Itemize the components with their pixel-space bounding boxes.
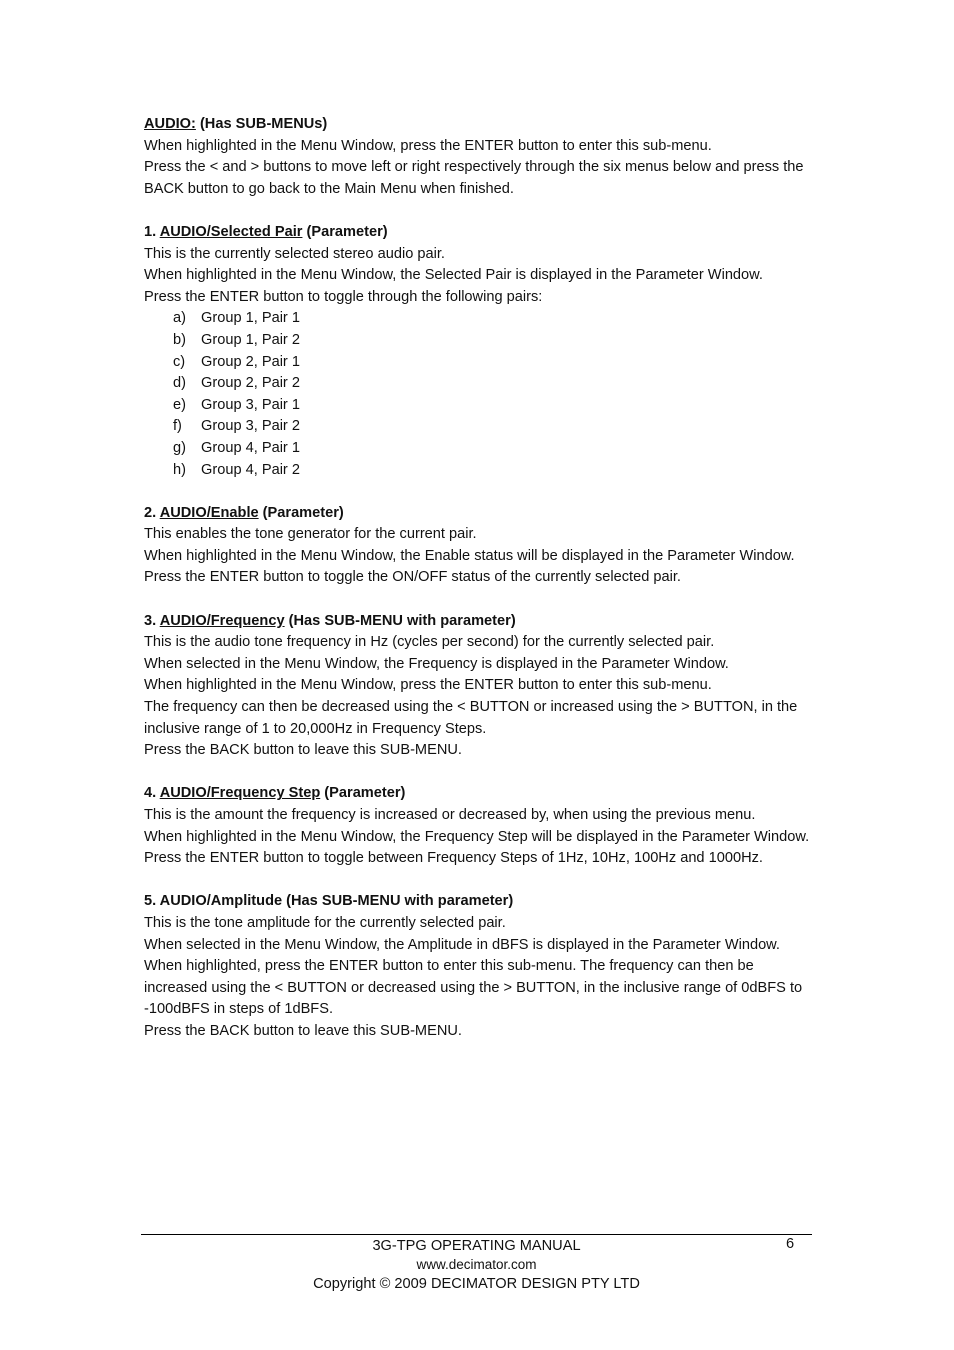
- footer-rule: [141, 1234, 812, 1235]
- page-number: 6: [786, 1236, 795, 1252]
- section-4-heading: 4. AUDIO/Frequency Step (Parameter): [144, 785, 406, 802]
- paragraph: Press the ENTER button to toggle through the following pairs:: [144, 288, 543, 305]
- list-item: b) Group 1, Pair 2: [173, 331, 300, 348]
- paragraph: The frequency can then be decreased using the < BUTTON or increased using the > BUTTON, in the inclusive range of 1 to 20,000Hz in Frequency Steps.: [144, 699, 798, 737]
- audio-heading: AUDIO: (Has SUB-MENUs): [144, 116, 328, 132]
- section-3-heading: 3. AUDIO/Frequency (Has SUB-MENU with parameter): [144, 612, 516, 629]
- paragraph: When selected in the Menu Window, the Amplitude in dBFS is displayed in the Parameter Window.: [144, 936, 780, 953]
- list-item: f) Group 3, Pair 2: [173, 418, 300, 435]
- list-item: e) Group 3, Pair 1: [173, 396, 300, 413]
- section-2-heading: 2. AUDIO/Enable (Parameter): [144, 504, 344, 521]
- paragraph: Press the BACK button to leave this SUB-MENU.: [144, 742, 462, 759]
- list-item: d) Group 2, Pair 2: [173, 375, 300, 392]
- paragraph: Press the ENTER button to toggle between Frequency Steps of 1Hz, 10Hz, 100Hz and 1000Hz.: [144, 850, 763, 867]
- pairs-list: [144, 308, 814, 481]
- paragraph: When highlighted in the Menu Window, the Frequency Step will be displayed in the Parameter Window.: [144, 828, 810, 845]
- section-5-heading: 5. AUDIO/Amplitude (Has SUB-MENU with parameter): [144, 893, 514, 910]
- paragraph: When highlighted, press the ENTER button to enter this sub-menu. The frequency can then be increased using the < BUTTON or decreased using the > BUTTON, in the inclusive range of 0dBFS to -100dBFS in steps of 1dBFS.: [144, 958, 803, 1018]
- paragraph: This is the amount the frequency is increased or decreased by, when using the previous menu.: [144, 807, 756, 823]
- paragraph: Press the BACK button to leave this SUB-MENU.: [144, 1022, 462, 1039]
- paragraph: Press the < and > buttons to move left or right respectively through the six menus below and press the BACK button to go back to the Main Menu when finished.: [144, 159, 804, 197]
- paragraph: When highlighted in the Menu Window, press the ENTER button to enter this sub-menu.: [144, 677, 712, 694]
- list-item: g) Group 4, Pair 1: [173, 439, 300, 456]
- paragraph: This is the currently selected stereo audio pair.: [144, 245, 445, 262]
- list-item: a) Group 1, Pair 1: [173, 310, 300, 327]
- list-item: c) Group 2, Pair 1: [173, 353, 300, 370]
- list-item: h) Group 4, Pair 2: [173, 461, 300, 478]
- paragraph: When highlighted in the Menu Window, the Enable status will be displayed in the Parameter Window.: [144, 547, 795, 564]
- paragraph: Press the ENTER button to toggle the ON/OFF status of the currently selected pair.: [144, 569, 681, 586]
- section-1-heading: 1. AUDIO/Selected Pair (Parameter): [144, 223, 388, 240]
- footer-copyright: Copyright © 2009 DECIMATOR DESIGN PTY LTD: [313, 1276, 640, 1292]
- footer-website: www.decimator.com: [416, 1257, 537, 1272]
- footer-title: 3G-TPG OPERATING MANUAL: [372, 1238, 581, 1254]
- paragraph: When highlighted in the Menu Window, the Selected Pair is displayed in the Parameter Window.: [144, 267, 763, 284]
- paragraph: This enables the tone generator for the current pair.: [144, 526, 477, 543]
- paragraph: When selected in the Menu Window, the Frequency is displayed in the Parameter Window.: [144, 655, 729, 672]
- document-body: [144, 114, 814, 1043]
- paragraph: This is the tone amplitude for the currently selected pair.: [144, 914, 506, 931]
- paragraph: When highlighted in the Menu Window, press the ENTER button to enter this sub-menu.: [144, 137, 712, 154]
- paragraph: This is the audio tone frequency in Hz (cycles per second) for the currently selected pair.: [144, 634, 715, 651]
